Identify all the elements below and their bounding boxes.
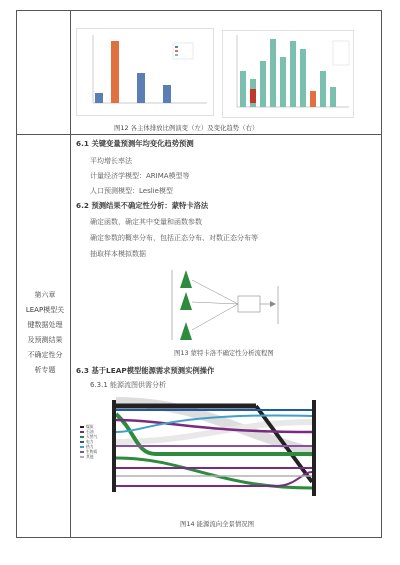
energy-flow-diagram: [76, 392, 358, 510]
flow-legend-label: 石油: [86, 429, 94, 434]
flow-legend-label: 煤炭: [86, 424, 94, 429]
figure-12-caption: 图12 各主体排放比例演变（左）及变化趋势（右）: [114, 124, 259, 132]
flow-legend-label: 生物质: [86, 449, 98, 454]
chapter-title-line: 键数据处理: [27, 321, 63, 329]
flow-legend-label: 其他: [86, 454, 94, 459]
section-6-1-line: 人口预测模型：Leslie模型: [90, 187, 173, 195]
section-6-2-line: 抽取样本模拟数据: [90, 250, 146, 258]
chapter-title-line: 析专题: [34, 366, 56, 374]
section-6-2-line: 确定函数，确定其中变量和函数参数: [90, 218, 202, 226]
row-divider: [16, 134, 382, 135]
chapter-title-line: 第六章: [34, 291, 56, 299]
chapter-title: [18, 288, 72, 378]
stacked-bar-chart-right: [222, 30, 354, 118]
chapter-title-line: 及预测结果: [27, 336, 63, 344]
section-6-3-heading: 6.3 基于LEAP模型能源需求预测实例操作: [76, 366, 215, 375]
section-6-1-line: 计量经济学模型：ARIMA模型等: [90, 172, 190, 180]
flow-legend-label: 热力: [86, 444, 94, 449]
section-6-1-line: 平均增长率法: [90, 157, 132, 165]
table-border-left: [16, 10, 17, 538]
figure-13-caption: 图13 蒙特卡洛不确定性分析流程图: [174, 349, 274, 357]
section-6-1-heading: 6.1 关键变量预测年均变化趋势预测: [76, 139, 194, 148]
figure-14-caption: 图14 能源流向全景情况图: [180, 520, 255, 528]
flow-legend-label: 电力: [86, 439, 94, 444]
monte-carlo-diagram: [168, 266, 288, 344]
section-6-2-line: 确定参数的概率分布，包括正态分布、对数正态分布等: [90, 234, 258, 242]
section-6-3-1-subheading: 6.3.1 能源流图供需分析: [90, 381, 167, 389]
chapter-title-line: 不确定性分: [27, 351, 63, 359]
column-divider: [70, 10, 71, 538]
flow-legend-label: 天然气: [86, 434, 98, 439]
section-6-2-heading: 6.2 预测结果不确定性分析：蒙特卡洛法: [76, 201, 209, 210]
stacked-bar-chart-left: [76, 28, 214, 116]
chapter-title-line: LEAP模型关: [25, 306, 65, 314]
table-border-right: [381, 10, 382, 538]
